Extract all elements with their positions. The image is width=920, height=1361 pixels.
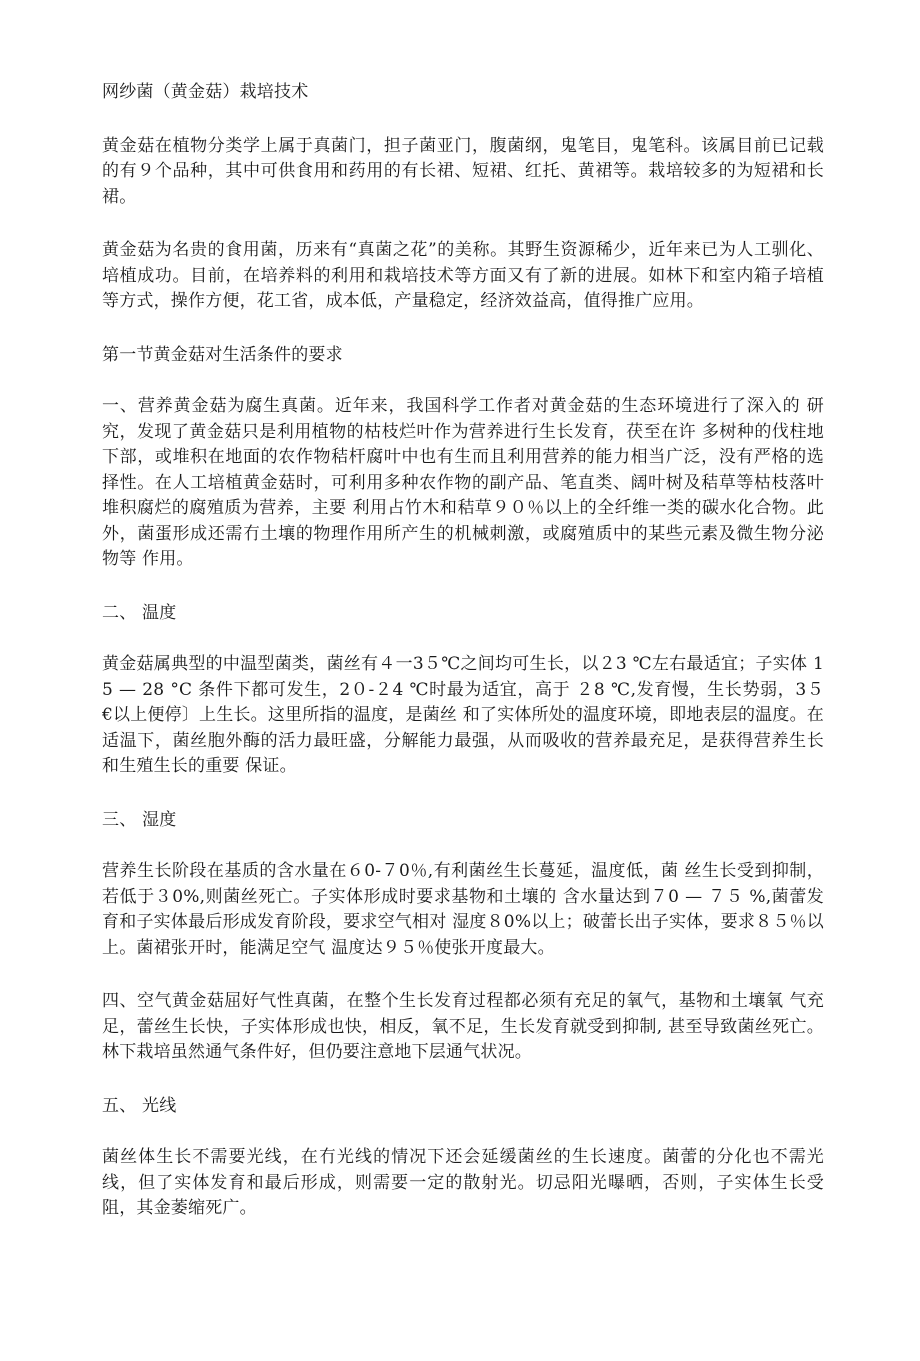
intro-paragraph-2: 黄金菇为名贵的食用菌，历来有“真菌之花”的美称。其野生资源稀少，近年来已为人工驯化、培植成功。目前，在培养料的利用和栽培技术等方面又有了新的进展。如林下和室内箱子培植等方式，操作方便，花工省，成本低，产量稳定，经济效益高，值得推广应用。: [102, 240, 824, 311]
air-paragraph: 四、空气黄金菇屈好气性真菌，在整个生长发育过程都必须有充足的氧气，基物和土壤氧 气充足，蕾丝生长快，子实体形成也快，相反，氧不足，生长发育就受到抑制, 甚至导致菌丝死亡。林下栽培虽然通气条件好，但仍要注意地下层通气状况。: [102, 991, 824, 1062]
nutrition-paragraph: 一、营养黄金菇为腐生真菌。近年来，我国科学工作者对黄金菇的生态环境进行了深入的 研究，发现了黄金菇只是利用植物的枯枝烂叶作为营养进行生长发育，茯至在许 多树种的伐柱地下部，或堆积在地面的农作物秸杆腐叶中也有生而且利用营养的能力相当广泛，没有严格的选择性。在人工培植黄金菇时，可利用多种农作物的副产品、笔直类、阔叶树及秸草等枯枝落叶堆积腐烂的腐殖质为营养，主要 利用占竹木和秸草９０％以上的全纤维一类的碳水化合物。此外，菌蛋形成还需冇土壤的物理作用所产生的机械刺激，或腐殖质中的某些元素及微生物分泌物等 作用。: [102, 396, 824, 569]
document-page: [102, 80, 824, 1250]
light-paragraph: 菌丝体生长不需要光线，在冇光线的情况下还会延缓菌丝的生长速度。菌蕾的分化也不需光线，但了实体发育和最后形成，则需要一定的散射光。切忌阳光曝晒，否则，子实体生长受阻，其金萎缩死广。: [102, 1147, 824, 1218]
document-title: 网纱菌（黄金菇）栽培技术: [102, 82, 309, 102]
temperature-paragraph: 黄金菇属典型的中温型菌类，菌丝有４一3５℃之间均可生长，以２3 ℃左右最适宜；子实体 15 — 28 °C 条件下都可发生，2０-２4 ℃时最为适宜，高于 ２8 ℃,发育慢，生长势弱，3５€以上便停〕上生长。这里所指的温度，是菌丝 和了实体所处的温度环境，即地表层的温度。在适温下，菌丝胞外酶的活力最旺盛，分解能力最强，从而吸收的营养最充足，是获得营养生长和生殖生长的重要 保证。: [102, 654, 824, 776]
section-heading: 第一节黄金菇对生活条件的要求: [102, 344, 343, 365]
humidity-paragraph: 营养生长阶段在基质的含水量在６0-７0％,有利菌丝生长蔓延，温度低，菌 丝生长受到抑制，若低于３0%,则菌丝死亡。子实体形成时要求基物和土壤的 含水量达到７0 — ７５ %,菌蕾发育和子实体最后形成发育阶段，要求空气相对 湿度８0%以上；破蕾长出子实体，要求８５％以上。菌裙张开时，能满足空气 温度达９５％使张开度最大。: [102, 861, 824, 958]
temperature-heading: 二、 温度: [102, 602, 177, 623]
humidity-heading: 三、 湿度: [102, 809, 177, 830]
light-heading: 五、 光线: [102, 1095, 177, 1116]
intro-paragraph-1: 黄金菇在植物分类学上属于真菌门，担子菌亚门，腹菌纲，鬼笔目，鬼笔科。该属目前已记载的有９个品种，其中可供食用和药用的有长裙、短裙、红托、黄裙等。栽培较多的为短裙和长裙。: [102, 135, 824, 207]
